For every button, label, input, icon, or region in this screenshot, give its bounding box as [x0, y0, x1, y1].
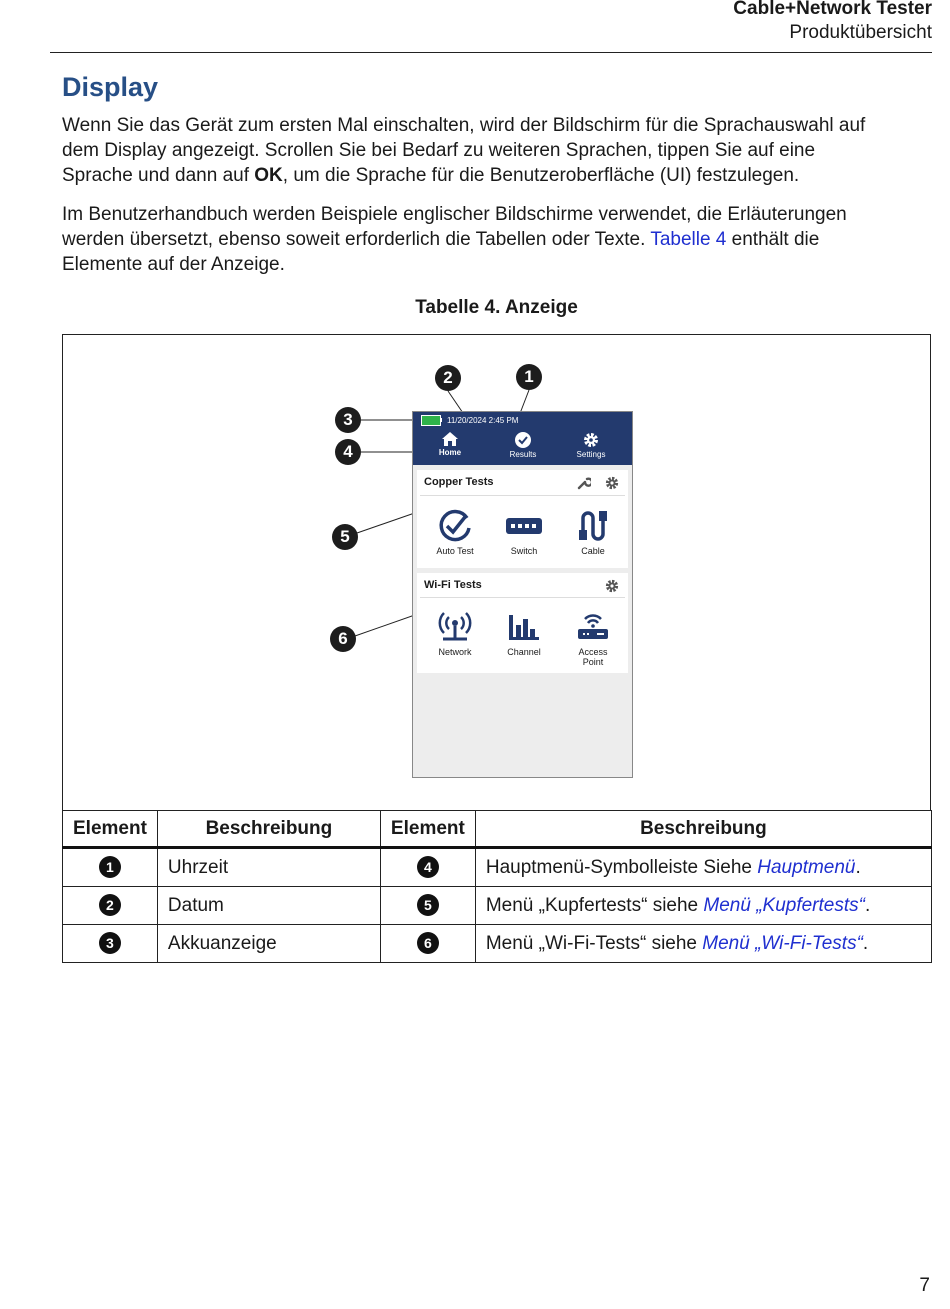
element-table: [62, 810, 932, 963]
tile-cable[interactable]: [563, 508, 623, 556]
channel-label: Channel: [507, 647, 541, 657]
battery-tip: [440, 418, 442, 422]
callout-6: 6: [330, 626, 356, 652]
para1-line1: Wenn Sie das Gerät zum ersten Mal einschalten, wird der Bildschirm für die Sprachauswahl auf: [62, 115, 866, 136]
para1-line3: Sprache und dann auf OK, um die Sprache für die Benutzeroberfläche (UI) festzulegen.: [62, 165, 800, 186]
col-element-2: Element: [380, 811, 475, 848]
nav-results-label: Results: [509, 450, 537, 459]
home-icon: [442, 432, 458, 446]
section-title: Display: [62, 72, 159, 102]
para2-line3: Elemente auf der Anzeige.: [62, 254, 285, 275]
table-row: [63, 848, 932, 887]
switch-icon: [505, 508, 543, 544]
results-check-icon: [515, 432, 531, 448]
channel-bars-icon: [506, 609, 542, 645]
tile-network[interactable]: [425, 609, 485, 657]
wifi-divider: [420, 597, 625, 598]
nav-results[interactable]: [493, 432, 553, 459]
access-point-router-icon: [575, 609, 611, 645]
nav-home-label: Home: [438, 448, 462, 457]
element-number-cell: [63, 925, 158, 963]
wifi-tests-link[interactable]: Menü „Wi-Fi-Tests“: [702, 932, 863, 954]
wrench-icon[interactable]: [577, 476, 591, 490]
element-badge: 6: [417, 932, 439, 954]
copper-tests-card: [417, 470, 628, 568]
col-description-1: Beschreibung: [157, 811, 380, 848]
element-badge: 4: [417, 856, 439, 878]
description-cell: Hauptmenü-Symbolleiste Siehe Hauptmenü.: [475, 848, 931, 887]
table-caption: Tabelle 4. Anzeige: [415, 297, 578, 318]
battery-icon: [421, 415, 441, 426]
wifi-settings-icon[interactable]: [605, 579, 619, 593]
description-cell: Menü „Wi-Fi-Tests“ siehe Menü „Wi-Fi-Tests“.: [475, 925, 931, 963]
network-label: Network: [438, 647, 472, 657]
para1-line2: dem Display angezeigt. Scrollen Sie bei Bedarf zu weiteren Sprachen, tippen Sie auf eine: [62, 140, 816, 161]
callout-4: 4: [335, 439, 361, 465]
col-element-1: Element: [63, 811, 158, 848]
nav-settings[interactable]: [561, 432, 621, 459]
element-badge: 1: [99, 856, 121, 878]
copper-settings-icon[interactable]: [605, 476, 619, 490]
description-cell: Datum: [157, 887, 380, 925]
table-header-row: [63, 811, 932, 848]
callout-1: 1: [516, 364, 542, 390]
table-row: [63, 887, 932, 925]
copper-divider: [420, 495, 625, 496]
element-badge: 5: [417, 894, 439, 916]
element-number-cell: [380, 925, 475, 963]
callout-2: 2: [435, 365, 461, 391]
callout-3: 3: [335, 407, 361, 433]
para2-line2: werden übersetzt, ebenso soweit erforderlich die Tabellen oder Texte. Tabelle 4 enthält die: [62, 229, 820, 250]
description-cell: Uhrzeit: [157, 848, 380, 887]
device-screen: [412, 411, 633, 778]
element-number-cell: [380, 887, 475, 925]
table-row: [63, 925, 932, 963]
callout-5: 5: [332, 524, 358, 550]
tile-switch[interactable]: [494, 508, 554, 556]
ok-bold: OK: [254, 165, 283, 186]
access-point-label-line2: Point: [582, 657, 604, 667]
element-number-cell: [380, 848, 475, 887]
element-badge: 3: [99, 932, 121, 954]
hauptmenu-link[interactable]: Hauptmenü: [757, 856, 856, 878]
element-badge: 2: [99, 894, 121, 916]
cable-icon: [575, 508, 611, 544]
table-4-link[interactable]: Tabelle 4: [650, 229, 727, 250]
wifi-tests-title: Wi-Fi Tests: [424, 579, 482, 591]
element-number-cell: [63, 887, 158, 925]
wifi-tests-card: [417, 573, 628, 673]
nav-settings-label: Settings: [576, 450, 606, 459]
tile-channel[interactable]: [494, 609, 554, 657]
network-icon: [437, 609, 473, 645]
settings-gear-icon: [583, 432, 599, 448]
running-header-title: Cable+Network Tester: [733, 0, 932, 19]
cable-label: Cable: [581, 546, 605, 556]
running-header-subtitle: Produktübersicht: [789, 22, 932, 43]
para2-line1: Im Benutzerhandbuch werden Beispiele englischer Bildschirme verwendet, die Erläuterungen: [62, 204, 847, 225]
copper-tests-title: Copper Tests: [424, 476, 494, 488]
auto-test-icon: [437, 508, 473, 544]
device-top-bar: [413, 412, 632, 465]
kupfertests-link[interactable]: Menü „Kupfertests“: [703, 894, 865, 916]
tile-access-point[interactable]: [563, 609, 623, 667]
device-datetime: 11/20/2024 2:45 PM: [447, 416, 519, 425]
auto-test-label: Auto Test: [436, 546, 474, 556]
description-cell: Menü „Kupfertests“ siehe Menü „Kupfertests“.: [475, 887, 931, 925]
access-point-label-line1: Access: [578, 647, 608, 657]
element-number-cell: [63, 848, 158, 887]
description-cell: Akkuanzeige: [157, 925, 380, 963]
nav-home[interactable]: [420, 432, 480, 457]
page-number: 7: [919, 1275, 930, 1296]
switch-label: Switch: [510, 546, 538, 556]
tile-auto-test[interactable]: [425, 508, 485, 556]
col-description-2: Beschreibung: [475, 811, 931, 848]
